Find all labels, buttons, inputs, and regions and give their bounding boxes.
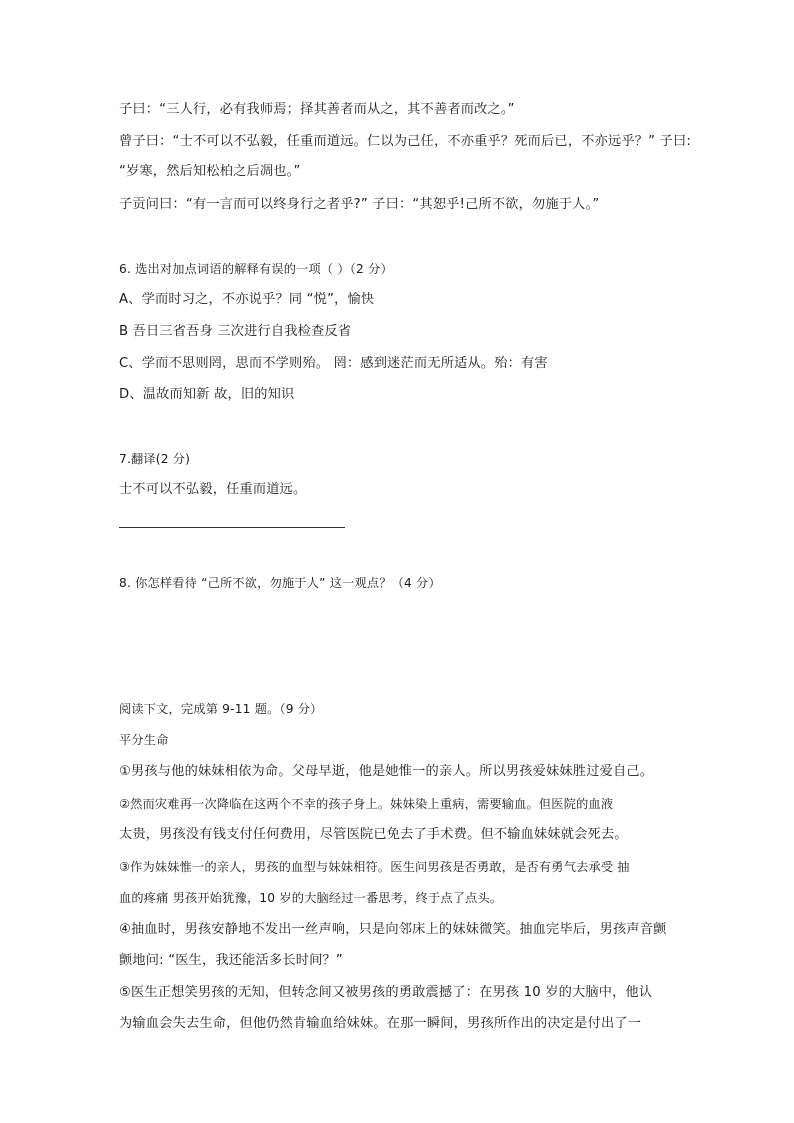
- question-7-stem: 7.翻译(2 分): [119, 452, 191, 466]
- reading-paragraph-2-line-1: ②然而灾难再一次降临在这两个不幸的孩子身上。妹妹染上重病，需要输血。但医院的血液: [119, 797, 614, 811]
- question-7-sentence: 士不可以不弘毅，任重而道远。: [119, 482, 307, 497]
- reading-paragraph-2-line-2: 太贵，男孩没有钱支付任何费用，尽管医院已免去了手术费。但不输血妹妹就会死去。: [119, 827, 628, 842]
- reading-paragraph-3-line-2: 血的疼痛 男孩开始犹豫，10 岁的大脑经过一番思考，终于点了点头。: [119, 891, 503, 905]
- reading-paragraph-4-line-2: 颤地问: “医生，我还能活多长时间？”: [119, 953, 343, 968]
- question-6-option-b: B 吾日三省吾身 三次进行自我检查反省: [119, 324, 352, 339]
- reading-paragraph-1: ①男孩与他的妹妹相依为命。父母早逝，他是她惟一的亲人。所以男孩爱妹妹胜过爱自己。: [119, 764, 654, 779]
- question-6-option-a: A、学而时习之，不亦说乎？同 “悦”，愉快: [119, 292, 375, 307]
- reading-paragraph-3-line-1: ③作为妹妹惟一的亲人，男孩的血型与妹妹相符。医生问男孩是否勇敢，是否有勇气去承受 抽: [119, 860, 630, 874]
- question-6-stem: 6. 选出对加点词语的解释有误的一项（ ）（2 分）: [119, 262, 393, 276]
- analects-line-2: 曾子曰：“士不可以不弘毅，任重而道远。仁以为己任，不亦重乎？死而后已，不亦远乎？” 子曰:: [119, 134, 691, 149]
- reading-paragraph-5-line-2: 为输血会失去生命，但他仍然肯输血给妹妹。在那一瞬间，男孩所作出的决定是付出了一: [119, 1016, 642, 1031]
- reading-title: 平分生命: [119, 733, 169, 747]
- analects-line-3: “岁寒，然后知松柏之后凋也。”: [119, 164, 301, 179]
- answer-line: [119, 527, 345, 528]
- question-8-stem: 8. 你怎样看待 “己所不欲，勿施于人” 这一观点？（4 分）: [119, 576, 441, 590]
- analects-line-4: 子贡问曰：“有一言而可以终身行之者乎?” 子曰：“其恕乎!己所不欲，勿施于人。”: [119, 197, 600, 212]
- question-6-option-c: C、学而不思则罔，思而不学则殆。 罔：感到迷茫而无所适从。殆：有害: [119, 356, 548, 371]
- reading-paragraph-5-line-1: ⑤医生正想笑男孩的无知，但转念间又被男孩的勇敢震撼了：在男孩 10 岁的大脑中，他认: [119, 985, 653, 1000]
- reading-intro: 阅读下文，完成第 9-11 题。（9 分）: [119, 702, 323, 716]
- question-6-option-d: D、温故而知新 故，旧的知识: [119, 387, 295, 402]
- reading-paragraph-4-line-1: ④抽血时，男孩安静地不发出一丝声响，只是向邻床上的妹妹微笑。抽血完毕后，男孩声音颤: [119, 922, 667, 937]
- analects-line-1: 子曰：“三人行，必有我师焉；择其善者而从之，其不善者而改之。”: [119, 102, 515, 117]
